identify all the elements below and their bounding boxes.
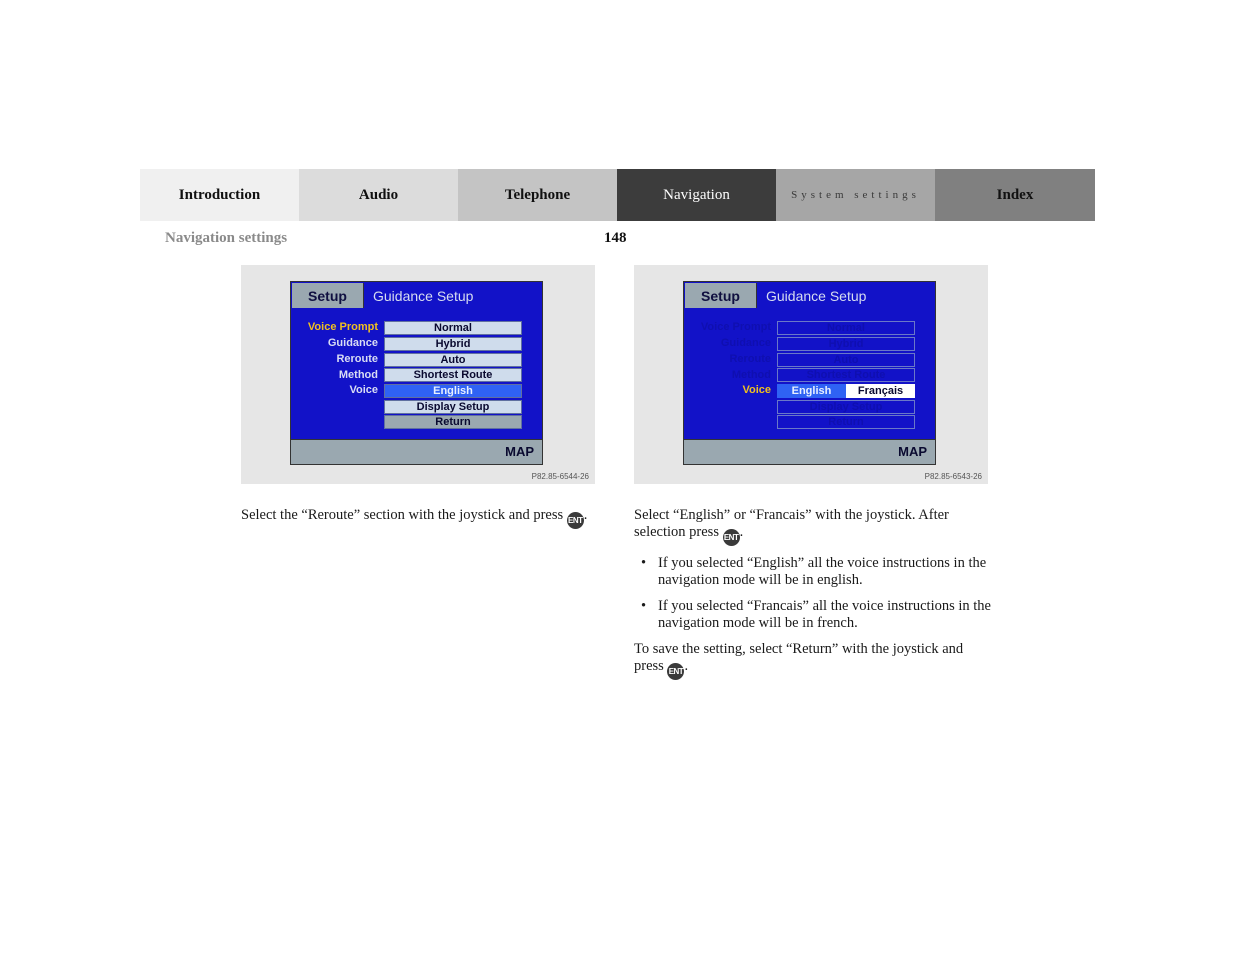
instructions-column-2 — [634, 507, 994, 689]
bullet-item: • If you selected “English” all the voice instructions in the navigation mode will be in english. — [634, 555, 994, 589]
tab-system-settings[interactable]: System settings — [776, 169, 935, 221]
ent-button-icon: ENT — [667, 663, 684, 680]
figure-code: P82.85-6544-26 — [531, 472, 589, 481]
tab-introduction[interactable]: Introduction — [140, 169, 299, 221]
screen-label: Method — [338, 369, 378, 381]
screen-map-label: MAP — [505, 444, 534, 459]
screen-option: Hybrid — [384, 337, 522, 351]
screen-option: Return — [384, 415, 522, 429]
figure-code: P82.85-6543-26 — [924, 472, 982, 481]
screen-option: Display Setup — [777, 400, 915, 414]
tab-navigation[interactable]: Navigation — [617, 169, 776, 221]
screen-title: Guidance Setup — [373, 288, 474, 304]
chapter-tabs — [140, 169, 1095, 221]
screen-option: Normal — [777, 321, 915, 335]
screen-option: Shortest Route — [777, 368, 915, 382]
screen-label: Method — [731, 369, 771, 381]
screen-setup-tab: Setup — [292, 283, 364, 308]
page-number: 148 — [604, 230, 627, 246]
screen-option-selected: English — [384, 384, 522, 398]
screen-label: Guidance — [327, 337, 378, 349]
instructions-column-1 — [241, 507, 601, 538]
voice-choice-francais: Français — [846, 384, 915, 398]
bullet-list — [634, 555, 994, 632]
tab-audio[interactable]: Audio — [299, 169, 458, 221]
ent-button-icon: ENT — [567, 512, 584, 529]
screen-option: Display Setup — [384, 400, 522, 414]
section-title: Navigation settings — [165, 230, 288, 246]
screen-option: Return — [777, 415, 915, 429]
screen-label: Reroute — [729, 353, 771, 365]
ent-button-icon: ENT — [723, 529, 740, 546]
screen-label: Reroute — [336, 353, 378, 365]
tab-index[interactable]: Index — [935, 169, 1095, 221]
screen-label: Voice Prompt — [700, 321, 771, 333]
tab-telephone[interactable]: Telephone — [458, 169, 617, 221]
screen-label: Voice — [742, 384, 771, 396]
screen-bottom-bar — [291, 439, 542, 464]
instruction-paragraph: To save the setting, select “Return” with the joystick and press ENT. — [634, 641, 994, 680]
instruction-paragraph: Select the “Reroute” section with the joystick and press ENT. — [241, 507, 601, 529]
instruction-text: Select the “Reroute” section with the joystick and press — [241, 507, 564, 523]
instruction-paragraph: Select “English” or “Francais” with the joystick. After selection press ENT. — [634, 507, 994, 546]
screen-option: Hybrid — [777, 337, 915, 351]
bullet-item: • If you selected “Francais” all the voice instructions in the navigation mode will be in french. — [634, 598, 994, 632]
screen-bottom-bar — [684, 439, 935, 464]
nav-screen — [290, 281, 543, 465]
figure-voice-screen — [634, 265, 988, 484]
screen-label: Voice Prompt — [307, 321, 378, 333]
nav-screen — [683, 281, 936, 465]
screen-setup-tab: Setup — [685, 283, 757, 308]
screen-option: Auto — [384, 353, 522, 367]
screen-label: Guidance — [720, 337, 771, 349]
voice-choice-english: English — [777, 384, 846, 398]
screen-map-label: MAP — [898, 444, 927, 459]
screen-label: Voice — [349, 384, 378, 396]
screen-option: Shortest Route — [384, 368, 522, 382]
instruction-text: To save the setting, select “Return” with the joystick and press — [634, 641, 964, 674]
screen-title: Guidance Setup — [766, 288, 867, 304]
screen-option: Normal — [384, 321, 522, 335]
figure-reroute-screen — [241, 265, 595, 484]
instruction-text: Select “English” or “Francais” with the joystick. After selection press — [634, 507, 949, 540]
voice-choice-row — [777, 384, 915, 398]
screen-option: Auto — [777, 353, 915, 367]
